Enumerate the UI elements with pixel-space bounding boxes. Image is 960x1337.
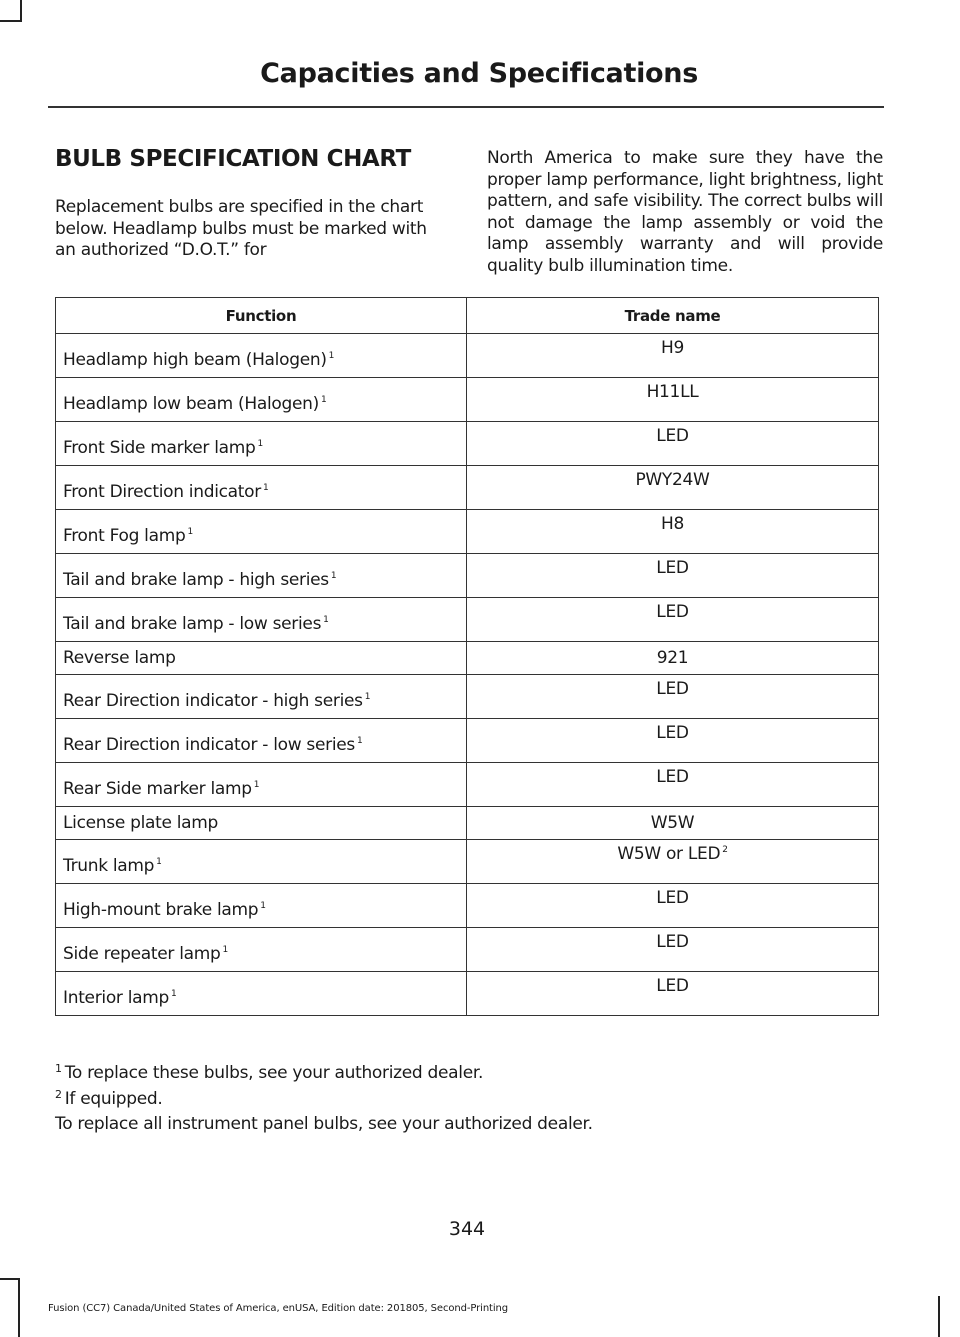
table-row [56, 884, 879, 928]
trade-name-value: LED [656, 888, 689, 908]
crop-mark [0, 1278, 20, 1280]
table-row [56, 422, 879, 466]
footnote-text: If equipped. [64, 1089, 163, 1109]
footnote [55, 1058, 885, 1084]
trade-name-cell [467, 807, 879, 840]
footnote-ref: 1 [253, 780, 260, 790]
function-label: Reverse lamp [63, 648, 176, 668]
function-cell [56, 884, 467, 928]
table-header-row [56, 298, 879, 334]
function-cell [56, 334, 467, 378]
function-cell [56, 840, 467, 884]
footnote-ref: 1 [260, 901, 266, 911]
table-row [56, 807, 879, 840]
trade-name-cell [467, 719, 879, 763]
function-label: Rear Direction indicator - high series [63, 691, 363, 711]
intro-text-right: North America to make sure they have the proper lamp performance, light brightness, light pattern, and safe visibility. The correct bulbs will not damage the lamp assembly or void the lamp assembly warranty and will provide quality bulb illumination time. [487, 148, 883, 276]
footnote-marker: 2 [55, 1088, 62, 1101]
trade-name-cell [467, 840, 879, 884]
trade-name-value: W5W or LED [617, 844, 721, 864]
function-cell [56, 466, 467, 510]
column-header-trade-name: Trade name [467, 298, 879, 334]
trade-name-value: 921 [656, 648, 689, 668]
function-label: Trunk lamp [63, 856, 155, 876]
function-cell [56, 807, 467, 840]
function-cell [56, 928, 467, 972]
closing-text: To replace all instrument panel bulbs, see your authorized dealer. [55, 1114, 593, 1134]
table-row [56, 763, 879, 807]
footnote-ref: 1 [328, 351, 335, 361]
function-label: Front Side marker lamp [63, 438, 256, 458]
column-header-function: Function [56, 298, 467, 334]
trade-name-cell [467, 972, 879, 1016]
trade-name-value: H9 [661, 338, 684, 358]
table-row [56, 466, 879, 510]
table-row [56, 972, 879, 1016]
trade-name-value: LED [656, 679, 689, 699]
intro-text-left: Replacement bulbs are specified in the chart below. Headlamp bulbs must be marked with an authorized “D.O.T.” for [55, 197, 427, 260]
trade-name-cell [467, 642, 879, 675]
table-row [56, 719, 879, 763]
trade-name-cell [467, 422, 879, 466]
footnote-ref: 2 [722, 845, 728, 855]
function-label: Interior lamp [63, 988, 170, 1008]
function-label: Rear Side marker lamp [63, 779, 252, 799]
trade-name-cell [467, 510, 879, 554]
footnote-ref: 1 [187, 527, 193, 537]
function-label: Headlamp low beam (Halogen) [63, 394, 319, 414]
trade-name-cell [467, 675, 879, 719]
trade-name-value: LED [656, 723, 689, 743]
trade-name-cell [467, 884, 879, 928]
trade-name-value: LED [656, 767, 689, 787]
function-label: Tail and brake lamp - low series [63, 614, 322, 634]
table-row [56, 334, 879, 378]
function-cell [56, 554, 467, 598]
table-row [56, 642, 879, 675]
function-label: Headlamp high beam (Halogen) [63, 350, 327, 370]
table-row [56, 554, 879, 598]
trade-name-cell [467, 554, 879, 598]
page-header-title: Capacities and Specifications [260, 58, 698, 89]
trade-name-value: W5W [650, 813, 695, 833]
trade-name-value: PWY24W [635, 470, 710, 490]
function-cell [56, 972, 467, 1016]
trade-name-cell [467, 763, 879, 807]
function-label: Front Fog lamp [63, 526, 186, 546]
footnote-ref: 1 [323, 615, 329, 625]
function-label: High-mount brake lamp [63, 900, 259, 920]
footnote-ref: 1 [364, 692, 371, 702]
table-row [56, 598, 879, 642]
trade-name-cell [467, 928, 879, 972]
bulb-spec-table [55, 297, 879, 1016]
function-cell [56, 378, 467, 422]
trade-name-cell [467, 466, 879, 510]
page-number: 344 [448, 1218, 486, 1240]
function-cell [56, 719, 467, 763]
function-cell [56, 763, 467, 807]
footnote-ref: 1 [171, 989, 177, 999]
footnote-ref: 1 [222, 945, 228, 955]
crop-mark [20, 0, 22, 22]
trade-name-value: LED [656, 426, 689, 446]
footnote-text: To replace these bulbs, see your authorized dealer. [64, 1063, 484, 1083]
trade-name-value: LED [656, 558, 689, 578]
table-row [56, 378, 879, 422]
table-row [56, 510, 879, 554]
function-cell [56, 642, 467, 675]
trade-name-value: LED [656, 976, 689, 996]
footnote-ref: 1 [356, 736, 363, 746]
trade-name-value: LED [656, 602, 689, 622]
table-row [56, 675, 879, 719]
trade-name-value: LED [656, 932, 689, 952]
crop-mark [938, 1296, 940, 1337]
function-label: Front Direction indicator [63, 482, 261, 502]
function-label: License plate lamp [63, 813, 219, 833]
function-cell [56, 510, 467, 554]
section-heading: BULB SPECIFICATION CHART [55, 146, 411, 172]
trade-name-cell [467, 598, 879, 642]
function-cell [56, 675, 467, 719]
trade-name-value: H8 [661, 514, 684, 534]
header-rule [48, 106, 884, 108]
bulb-spec-table-body [56, 334, 879, 1016]
table-row [56, 840, 879, 884]
footnote [55, 1084, 885, 1110]
footnotes-block [55, 1058, 885, 1134]
function-label: Side repeater lamp [63, 944, 221, 964]
footnote-ref: 1 [320, 395, 327, 405]
trade-name-cell [467, 378, 879, 422]
trade-name-cell [467, 334, 879, 378]
footnote-ref: 1 [257, 439, 263, 449]
function-label: Tail and brake lamp - high series [63, 570, 329, 590]
function-cell [56, 598, 467, 642]
footnote-ref: 1 [156, 857, 162, 867]
crop-mark [0, 20, 22, 22]
function-label: Rear Direction indicator - low series [63, 735, 355, 755]
crop-mark [18, 1278, 20, 1337]
footnote-ref: 1 [262, 483, 269, 493]
page-footer: Fusion (CC7) Canada/United States of America, enUSA, Edition date: 201805, Second-Printing [48, 1303, 509, 1314]
footnote-marker: 1 [55, 1062, 62, 1075]
trade-name-value: H11LL [646, 382, 699, 402]
table-row [56, 928, 879, 972]
footnote-ref: 1 [330, 571, 337, 581]
function-cell [56, 422, 467, 466]
